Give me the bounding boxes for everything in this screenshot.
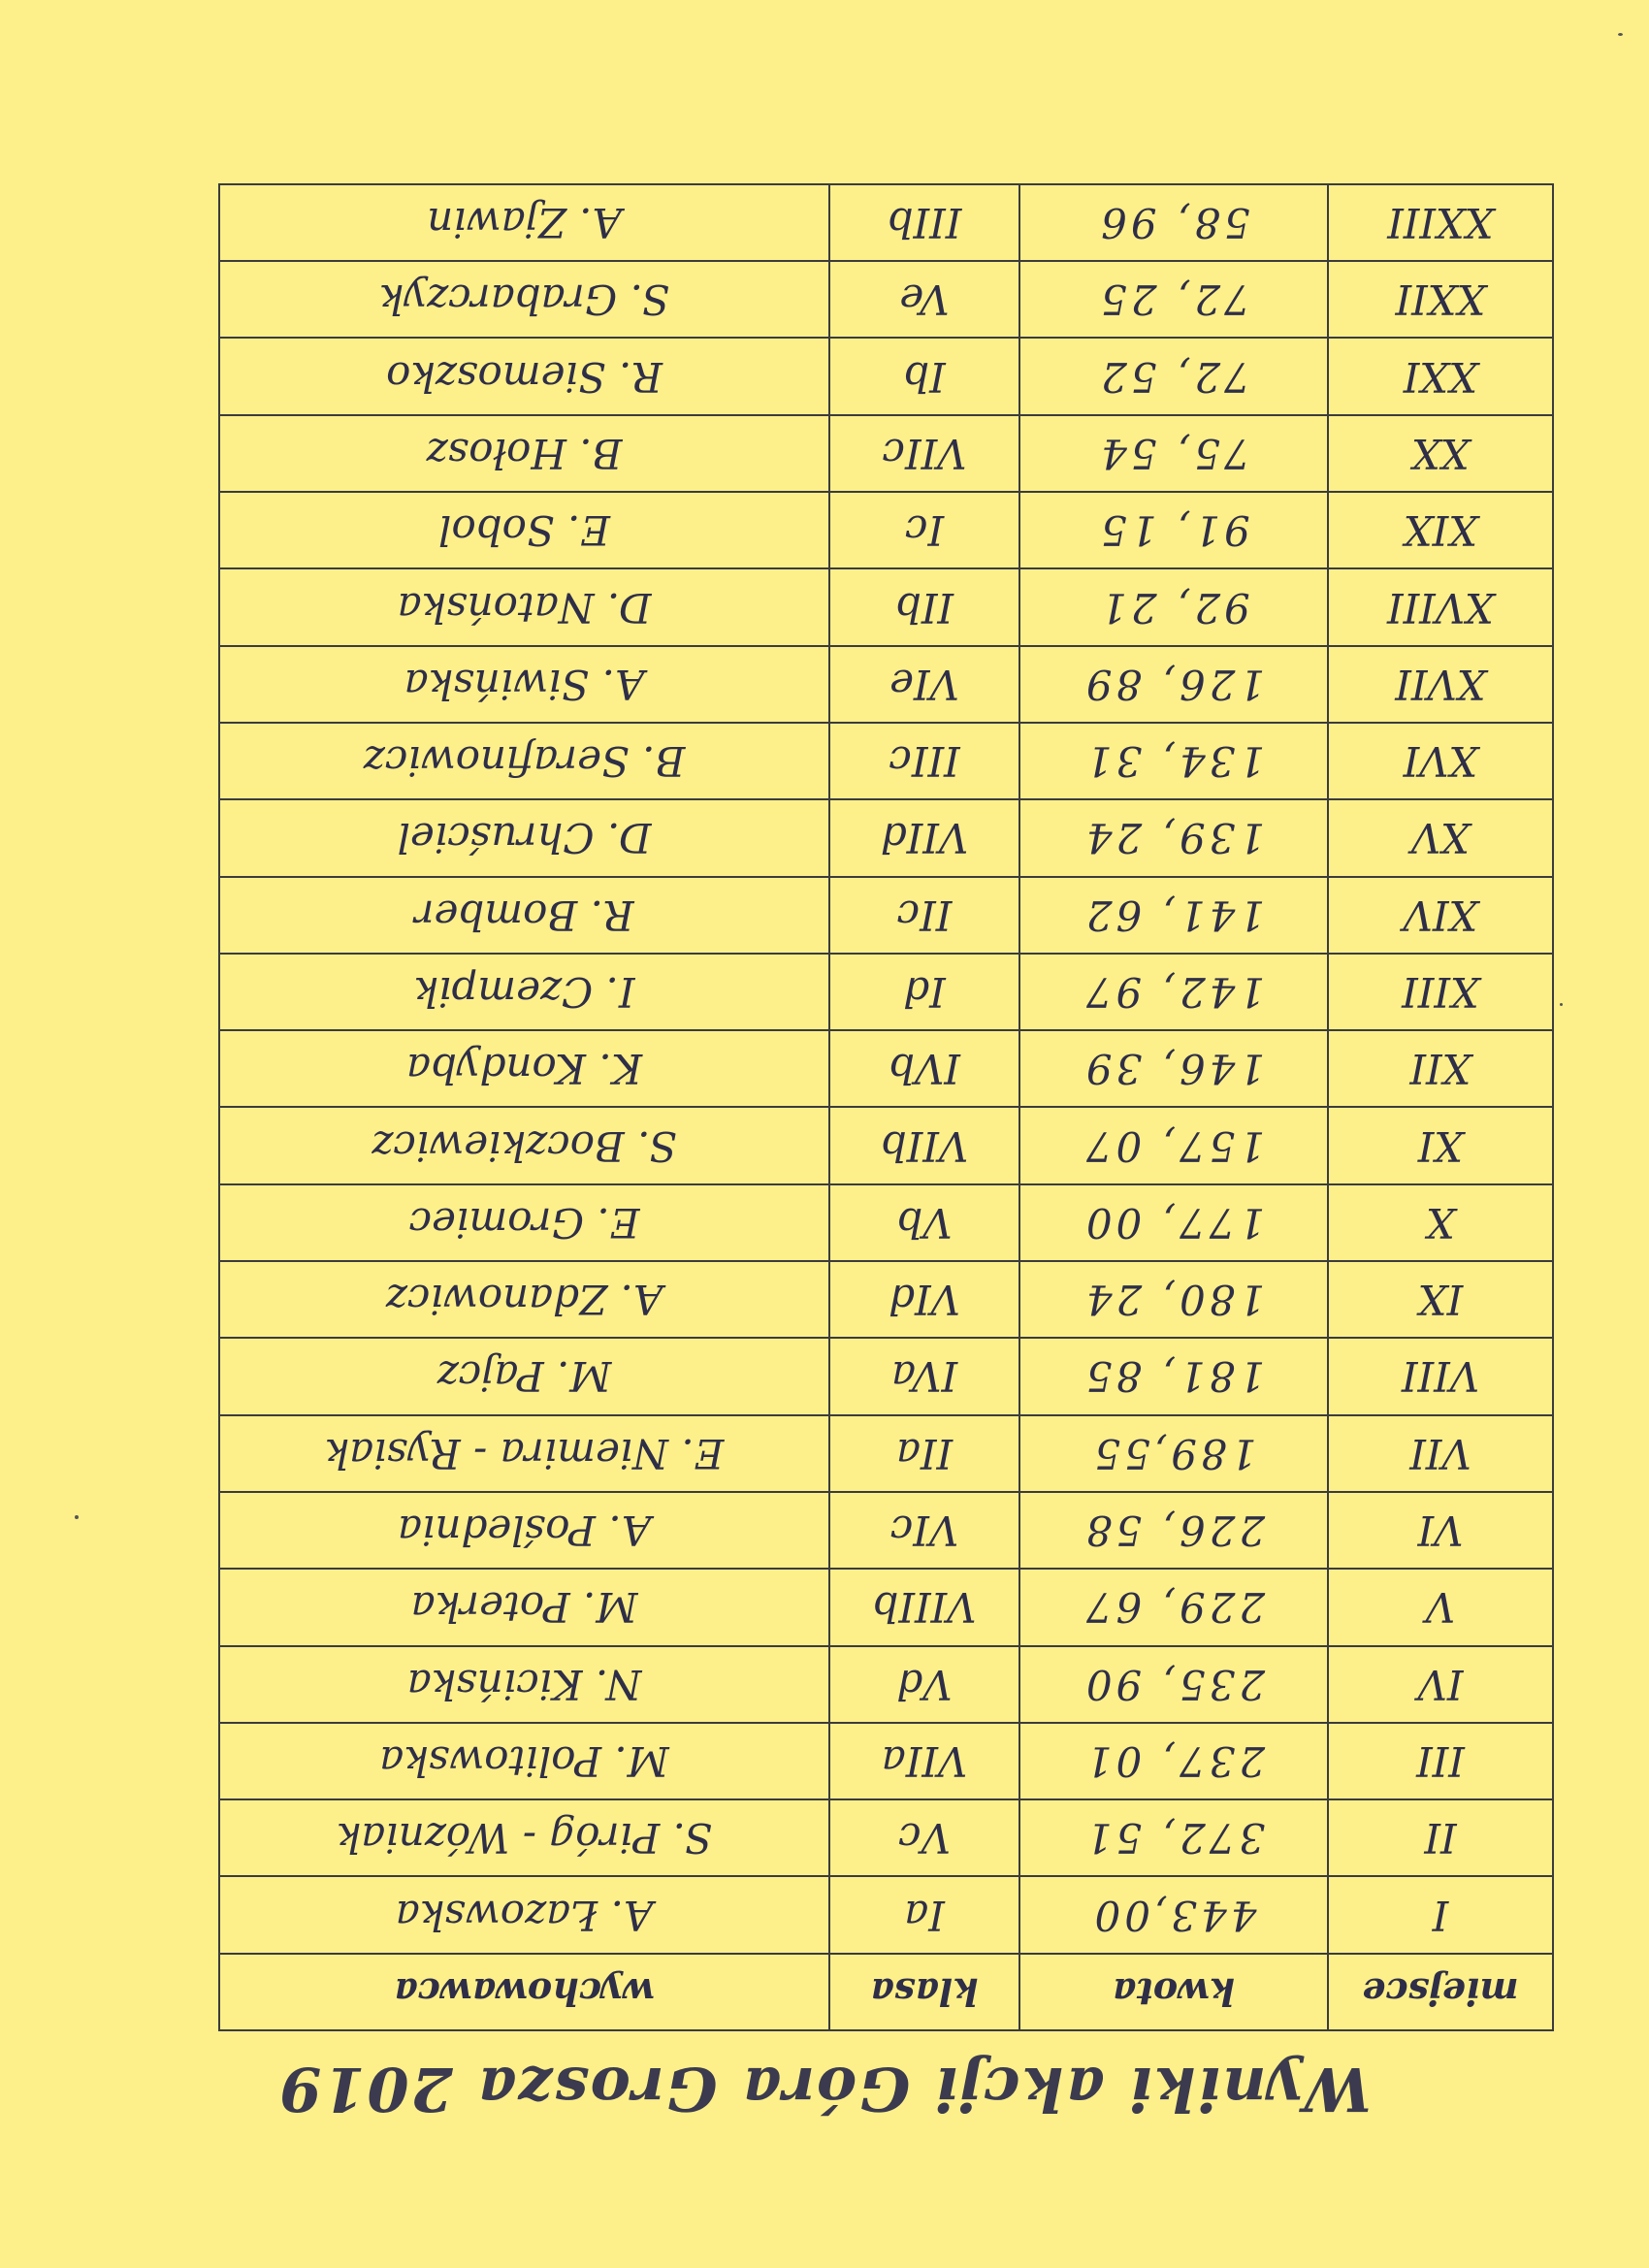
- place-cell: V: [1328, 1569, 1553, 1645]
- class-cell: IIb: [829, 568, 1019, 645]
- place-cell: II: [1328, 1799, 1553, 1876]
- class-cell: Vb: [829, 1184, 1019, 1261]
- table-row: [219, 723, 1553, 799]
- place-cell: IV: [1328, 1646, 1553, 1723]
- header-row: [219, 1954, 1553, 2030]
- header-teacher: wychowawca: [219, 1954, 829, 2030]
- place-cell: XXII: [1328, 261, 1553, 338]
- teacher-cell: M. Pajcz: [219, 1338, 829, 1414]
- class-cell: IIIb: [829, 184, 1019, 261]
- table-row: [219, 568, 1553, 645]
- amount-cell: 91, 15: [1019, 492, 1328, 568]
- amount-cell: 146, 39: [1019, 1030, 1328, 1107]
- amount-cell: 139, 24: [1019, 799, 1328, 876]
- header-class: klasa: [829, 1954, 1019, 2030]
- amount-cell: 142, 97: [1019, 954, 1328, 1030]
- scan-speck: [1618, 33, 1623, 36]
- amount-cell: 372, 51: [1019, 1799, 1328, 1876]
- teacher-cell: E. Gromiec: [219, 1184, 829, 1261]
- teacher-cell: B. Serafinowicz: [219, 723, 829, 799]
- table-row: [219, 492, 1553, 568]
- table-row: [219, 1261, 1553, 1338]
- teacher-cell: D. Chruściel: [219, 799, 829, 876]
- place-cell: XV: [1328, 799, 1553, 876]
- amount-cell: 229, 67: [1019, 1569, 1328, 1645]
- place-cell: XIII: [1328, 954, 1553, 1030]
- place-cell: I: [1328, 1876, 1553, 1953]
- teacher-cell: S. Piróg - Wózniak: [219, 1799, 829, 1876]
- table-row: [219, 184, 1553, 261]
- amount-cell: 92, 21: [1019, 568, 1328, 645]
- place-cell: XXI: [1328, 338, 1553, 414]
- class-cell: IIa: [829, 1415, 1019, 1492]
- place-cell: XXIII: [1328, 184, 1553, 261]
- class-cell: Vc: [829, 1799, 1019, 1876]
- teacher-cell: M. Politowska: [219, 1723, 829, 1799]
- amount-cell: 226, 58: [1019, 1492, 1328, 1569]
- class-cell: Ic: [829, 492, 1019, 568]
- class-cell: IIc: [829, 877, 1019, 954]
- teacher-cell: A. Zdanowicz: [219, 1261, 829, 1338]
- place-cell: X: [1328, 1184, 1553, 1261]
- amount-cell: 443,00: [1019, 1876, 1328, 1953]
- amount-cell: 235, 90: [1019, 1646, 1328, 1723]
- class-cell: VIc: [829, 1492, 1019, 1569]
- teacher-cell: E. Sobol: [219, 492, 829, 568]
- place-cell: VII: [1328, 1415, 1553, 1492]
- table-row: [219, 1184, 1553, 1261]
- results-body: [219, 184, 1553, 1954]
- teacher-cell: D. Natońska: [219, 568, 829, 645]
- table-row: [219, 877, 1553, 954]
- amount-cell: 157, 07: [1019, 1107, 1328, 1183]
- table-row: [219, 1646, 1553, 1723]
- table-row: [219, 1569, 1553, 1645]
- class-cell: Ia: [829, 1876, 1019, 1953]
- teacher-cell: K. Kondyba: [219, 1030, 829, 1107]
- class-cell: Vd: [829, 1646, 1019, 1723]
- place-cell: IX: [1328, 1261, 1553, 1338]
- place-cell: XIV: [1328, 877, 1553, 954]
- place-cell: VIII: [1328, 1338, 1553, 1414]
- class-cell: Ib: [829, 338, 1019, 414]
- place-cell: VI: [1328, 1492, 1553, 1569]
- class-cell: VIIIb: [829, 1569, 1019, 1645]
- amount-cell: 72, 25: [1019, 261, 1328, 338]
- amount-cell: 181, 85: [1019, 1338, 1328, 1414]
- class-cell: VIId: [829, 799, 1019, 876]
- table-row: [219, 1723, 1553, 1799]
- table-row: [219, 646, 1553, 723]
- teacher-cell: B. Hołosz: [219, 415, 829, 492]
- table-row: [219, 1107, 1553, 1183]
- place-cell: XIX: [1328, 492, 1553, 568]
- amount-cell: 141, 62: [1019, 877, 1328, 954]
- teacher-cell: M. Poterka: [219, 1569, 829, 1645]
- page-title: Wyniki akcji Góra Grosza 2019: [277, 2054, 1372, 2124]
- teacher-cell: A. Siwińska: [219, 646, 829, 723]
- table-row: [219, 799, 1553, 876]
- place-cell: XX: [1328, 415, 1553, 492]
- amount-cell: 189,55: [1019, 1415, 1328, 1492]
- class-cell: Id: [829, 954, 1019, 1030]
- table-row: [219, 261, 1553, 338]
- table-row: [219, 1876, 1553, 1953]
- teacher-cell: A. Poślednia: [219, 1492, 829, 1569]
- amount-cell: 177, 00: [1019, 1184, 1328, 1261]
- scan-speck: [75, 1515, 79, 1519]
- table-row: [219, 1492, 1553, 1569]
- scan-speck: [1560, 1003, 1563, 1006]
- teacher-cell: I. Czempik: [219, 954, 829, 1030]
- teacher-cell: N. Kicińska: [219, 1646, 829, 1723]
- class-cell: VIIc: [829, 415, 1019, 492]
- class-cell: Ve: [829, 261, 1019, 338]
- class-cell: VId: [829, 1261, 1019, 1338]
- place-cell: XVIII: [1328, 568, 1553, 645]
- teacher-cell: S. Grabarczyk: [219, 261, 829, 338]
- table-row: [219, 1338, 1553, 1414]
- place-cell: XVI: [1328, 723, 1553, 799]
- place-cell: XI: [1328, 1107, 1553, 1183]
- class-cell: IVa: [829, 1338, 1019, 1414]
- table-row: [219, 954, 1553, 1030]
- class-cell: VIIa: [829, 1723, 1019, 1799]
- teacher-cell: E. Niemira - Rysiak: [219, 1415, 829, 1492]
- teacher-cell: R. Siemoszko: [219, 338, 829, 414]
- amount-cell: 180, 24: [1019, 1261, 1328, 1338]
- class-cell: IIIc: [829, 723, 1019, 799]
- place-cell: XII: [1328, 1030, 1553, 1107]
- table-row: [219, 338, 1553, 414]
- class-cell: VIe: [829, 646, 1019, 723]
- amount-cell: 58, 96: [1019, 184, 1328, 261]
- teacher-cell: R. Bomber: [219, 877, 829, 954]
- teacher-cell: A. Zjawin: [219, 184, 829, 261]
- place-cell: XVII: [1328, 646, 1553, 723]
- amount-cell: 72, 52: [1019, 338, 1328, 414]
- table-row: [219, 1799, 1553, 1876]
- header-place: miejsce: [1328, 1954, 1553, 2030]
- amount-cell: 75, 54: [1019, 415, 1328, 492]
- header-amount: kwota: [1019, 1954, 1328, 2030]
- amount-cell: 126, 89: [1019, 646, 1328, 723]
- teacher-cell: S. Boczkiewicz: [219, 1107, 829, 1183]
- table-row: [219, 1030, 1553, 1107]
- table-row: [219, 1415, 1553, 1492]
- class-cell: VIIb: [829, 1107, 1019, 1183]
- amount-cell: 134, 31: [1019, 723, 1328, 799]
- results-table: [218, 183, 1554, 2031]
- teacher-cell: A. Łazowska: [219, 1876, 829, 1953]
- table-row: [219, 415, 1553, 492]
- place-cell: III: [1328, 1723, 1553, 1799]
- amount-cell: 237, 01: [1019, 1723, 1328, 1799]
- class-cell: IVb: [829, 1030, 1019, 1107]
